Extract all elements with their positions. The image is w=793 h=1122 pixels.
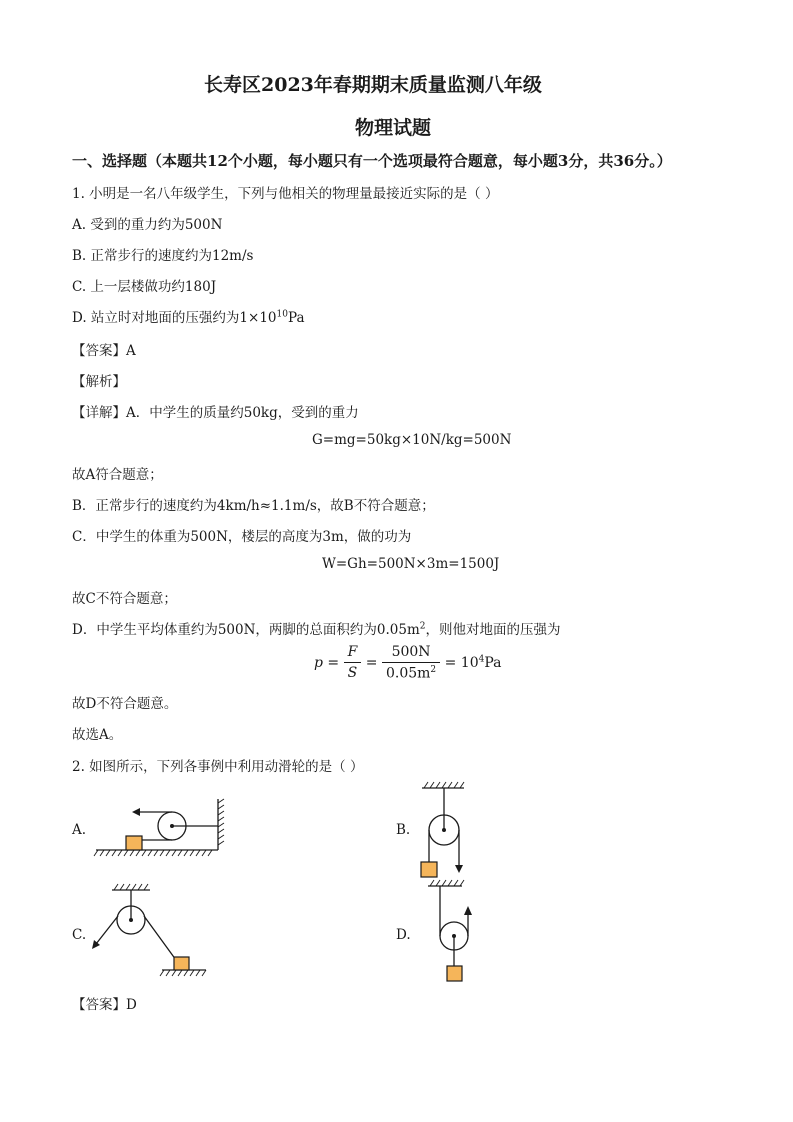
detail-c: C．中学生的体重为500N，楼层的高度为3m，做的功为 xyxy=(72,529,412,545)
option-b-label: B. xyxy=(396,822,411,838)
option-a-label: A. xyxy=(72,822,87,838)
page-subtitle: 物理试题 xyxy=(355,117,432,139)
formula-p: p xyxy=(314,654,323,671)
figure-b-pulley-diagram xyxy=(412,780,472,880)
option-d-label: D. xyxy=(396,927,411,943)
question-2-stem: 2. 如图所示，下列各事例中利用动滑轮的是（ ） xyxy=(72,759,364,775)
question-1-stem: 1. 小明是一名八年级学生，下列与他相关的物理量最接近实际的是（ ） xyxy=(72,186,499,202)
detail-label: 【详解】 xyxy=(72,405,126,421)
answer-label: 【答案】 xyxy=(72,343,126,359)
question-1-option-c: C. 上一层楼做功约180J xyxy=(72,279,217,295)
detail-a-result: 故A符合题意； xyxy=(72,467,163,483)
page-title: 长寿区2023年春期期末质量监测八年级 xyxy=(204,74,542,96)
answer-value: A xyxy=(126,343,136,359)
detail-c-result: 故C不符合题意； xyxy=(72,591,177,607)
detail-d-tail: ，则他对地面的压强为 xyxy=(425,622,561,638)
analysis-label: 【解析】 xyxy=(72,374,126,390)
formula-work: W=Gh=500N×3m=1500J xyxy=(322,556,500,572)
answer-1 xyxy=(72,339,136,359)
question-1-option-b: B. 正常步行的速度约为12m/s xyxy=(72,248,254,264)
detail-d-text: D．中学生平均体重约为500N，两脚的总面积约为0.05m xyxy=(72,622,420,638)
fraction-values: $\frac{500N}{0.05m^2}$ xyxy=(382,644,440,682)
answer-2-value: D xyxy=(126,997,137,1013)
answer-2 xyxy=(72,993,137,1013)
formula-pressure: p = $\frac{F}{S}$ = $\frac{500N}{0.05m^2}$ = $10^4Pa$ xyxy=(314,644,502,682)
conclusion-1: 故选A。 xyxy=(72,727,123,743)
question-1-option-a: A. 受到的重力约为500N xyxy=(72,217,223,233)
formula-gravity: G=mg=50kg×10N/kg=500N xyxy=(312,432,512,448)
detail-d xyxy=(72,618,561,638)
option-d-exponent: 10 xyxy=(276,309,288,320)
figure-c-pulley-diagram xyxy=(88,882,218,982)
detail-b: B．正常步行的速度约为4km/h≈1.1m/s，故B不符合题意； xyxy=(72,498,435,514)
fraction-fs: $\frac{F}{S}$ xyxy=(344,644,362,681)
detail-d-sup: 2 xyxy=(419,621,426,632)
option-c-label: C. xyxy=(72,927,87,943)
option-d-unit: Pa xyxy=(287,310,305,326)
section-heading: 一、选择题（本题共12个小题，每小题只有一个选项最符合题意，每小题3分，共36分。） xyxy=(72,152,672,170)
detail-a-text: A．中学生的质量约50kg，受到的重力 xyxy=(126,405,359,421)
figure-a-pulley-diagram xyxy=(90,795,230,860)
figure-d-pulley-diagram xyxy=(422,878,482,988)
detail-a xyxy=(72,401,359,421)
answer-2-label: 【答案】 xyxy=(72,997,126,1013)
question-1-option-d xyxy=(72,306,305,326)
option-d-text: D. 站立时对地面的压强约为1×10 xyxy=(72,310,277,326)
detail-d-result: 故D不符合题意。 xyxy=(72,696,178,712)
